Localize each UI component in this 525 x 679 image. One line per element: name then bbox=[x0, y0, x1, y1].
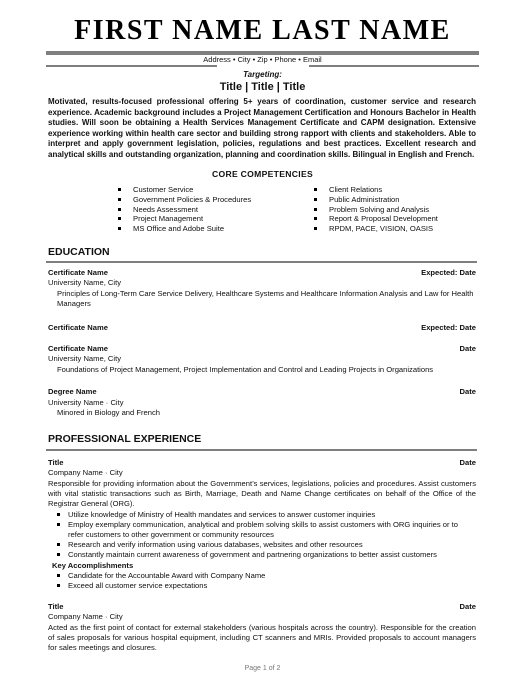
target-titles: Title | Title | Title bbox=[219, 81, 306, 93]
job-bullet: Constantly maintain current awareness of government and partnering organizations to better assist customers bbox=[57, 550, 475, 560]
competency-item: RPDM, PACE, VISION, OASIS bbox=[314, 224, 438, 234]
bullet-icon bbox=[57, 543, 60, 546]
page-number: Page 1 of 2 bbox=[244, 665, 281, 672]
job-title: Title bbox=[48, 458, 64, 467]
education-entry-1 bbox=[48, 268, 476, 278]
header-rule-gap bbox=[217, 65, 309, 67]
experience-rule bbox=[46, 449, 477, 451]
job-1-company: Company Name · City bbox=[48, 468, 123, 477]
competencies-right-list bbox=[314, 185, 438, 234]
credential-name: Certificate Name bbox=[48, 344, 108, 353]
bullet-icon bbox=[118, 198, 121, 201]
credential-date: Expected: Date bbox=[421, 323, 476, 332]
job-date: Date bbox=[459, 458, 476, 467]
job-bullet: Utilize knowledge of Ministry of Health mandates and services to answer customer inquiries bbox=[57, 510, 475, 520]
competencies-left-list bbox=[118, 185, 251, 234]
degree-date: Date bbox=[459, 387, 476, 396]
bullet-icon bbox=[118, 188, 121, 191]
job-title: Title bbox=[48, 602, 64, 611]
competency-item: Problem Solving and Analysis bbox=[314, 205, 438, 215]
competency-item: MS Office and Adobe Suite bbox=[118, 224, 251, 234]
competency-item: Public Administration bbox=[314, 195, 438, 205]
credential-date: Expected: Date bbox=[421, 268, 476, 277]
job-1-summary: Responsible for providing information about the Government’s services, legislations, policies and procedures. Assist customers with vital statistic transactions such as Birth, Marriage, Death and Name Change certificates on behalf of the Office of the Registrar General (ORG). bbox=[48, 479, 476, 508]
competency-item: Report & Proposal Development bbox=[314, 214, 438, 224]
credential-date: Date bbox=[459, 344, 476, 353]
job-bullet: Research and verify information using various databases, websites and other resources bbox=[57, 540, 475, 550]
job-2-summary: Acted as the first point of contact for external stakeholders (various hospitals across the country). Responsible for the creation of sales proposals for various hospital equipment, including CT scanners and MRIs. Provided proposals to account managers for sales meetings and closures. bbox=[48, 623, 476, 652]
accomplishment-item: Candidate for the Accountable Award with Company Name bbox=[57, 571, 475, 581]
job-1-header bbox=[48, 458, 476, 468]
experience-heading: PROFESSIONAL EXPERIENCE bbox=[48, 433, 202, 445]
job-2-header bbox=[48, 602, 476, 612]
job-1-accomplishments bbox=[57, 571, 475, 591]
job-2-company: Company Name · City bbox=[48, 612, 123, 621]
education-description-4: Minored in Biology and French bbox=[57, 408, 160, 417]
education-description-1: Principles of Long-Term Care Service Delivery, Healthcare Systems and Healthcare Information Analysis and Law for Health Managers bbox=[57, 289, 474, 308]
candidate-name: FIRST NAME LAST NAME bbox=[74, 15, 451, 46]
bullet-icon bbox=[314, 208, 317, 211]
education-school-4: University Name · City bbox=[48, 398, 124, 407]
job-1-bullets bbox=[57, 510, 475, 560]
header-rule-bottom-right bbox=[309, 65, 480, 67]
professional-summary: Motivated, results-focused professional offering 5+ years of coordination, customer service and research experience. Academic background includes a Project Management Certification and Honours Bachelor in Health studies. Will soon be obtaining a Health Services Management Certificate and CAPM designation. Extensive experience working within health care sector and building strong rapport with clients and stakeholders. Able to interpret and apply government legislation, policies, regulations and best practices. Excellent research and analytical skills and outstanding organization, planning and coordination skills. Bilingual in English and French. bbox=[48, 97, 476, 159]
bullet-icon bbox=[118, 208, 121, 211]
education-heading: EDUCATION bbox=[48, 246, 110, 258]
header-rule-bottom-left bbox=[46, 65, 217, 67]
credential-name: Certificate Name bbox=[48, 323, 108, 332]
job-bullet: Employ exemplary communication, analytical and problem solving skills to assist customers with ORG inquiries or to refer customers to other government or community resources bbox=[57, 520, 475, 540]
targeting-label: Targeting: bbox=[243, 70, 282, 79]
education-entry-4 bbox=[48, 387, 476, 397]
core-competencies-title: CORE COMPETENCIES bbox=[211, 169, 314, 179]
competency-item: Customer Service bbox=[118, 185, 251, 195]
bullet-icon bbox=[57, 574, 60, 577]
header-rule-bottom bbox=[46, 65, 479, 67]
education-school-1: University Name, City bbox=[48, 278, 121, 287]
bullet-icon bbox=[314, 227, 317, 230]
education-rule bbox=[46, 261, 477, 263]
contact-line: Address • City • Zip • Phone • Email bbox=[203, 55, 322, 64]
job-date: Date bbox=[459, 602, 476, 611]
credential-name: Certificate Name bbox=[48, 268, 108, 277]
education-school-3: University Name, City bbox=[48, 354, 121, 363]
bullet-icon bbox=[57, 553, 60, 556]
competency-item: Project Management bbox=[118, 214, 251, 224]
education-entry-2 bbox=[48, 323, 476, 333]
bullet-icon bbox=[314, 198, 317, 201]
accomplishment-item: Exceed all customer service expectations bbox=[57, 581, 475, 591]
bullet-icon bbox=[314, 188, 317, 191]
degree-name: Degree Name bbox=[48, 387, 97, 396]
education-entry-3 bbox=[48, 344, 476, 354]
bullet-icon bbox=[57, 523, 60, 526]
bullet-icon bbox=[57, 513, 60, 516]
bullet-icon bbox=[118, 217, 121, 220]
key-accomplishments-label: Key Accomplishments bbox=[52, 561, 134, 570]
education-description-3: Foundations of Project Management, Project Implementation and Control and Leading Projects in Organizations bbox=[57, 365, 434, 374]
competency-item: Needs Assessment bbox=[118, 205, 251, 215]
bullet-icon bbox=[118, 227, 121, 230]
competency-item: Client Relations bbox=[314, 185, 438, 195]
bullet-icon bbox=[57, 584, 60, 587]
competency-item: Government Policies & Procedures bbox=[118, 195, 251, 205]
bullet-icon bbox=[314, 217, 317, 220]
